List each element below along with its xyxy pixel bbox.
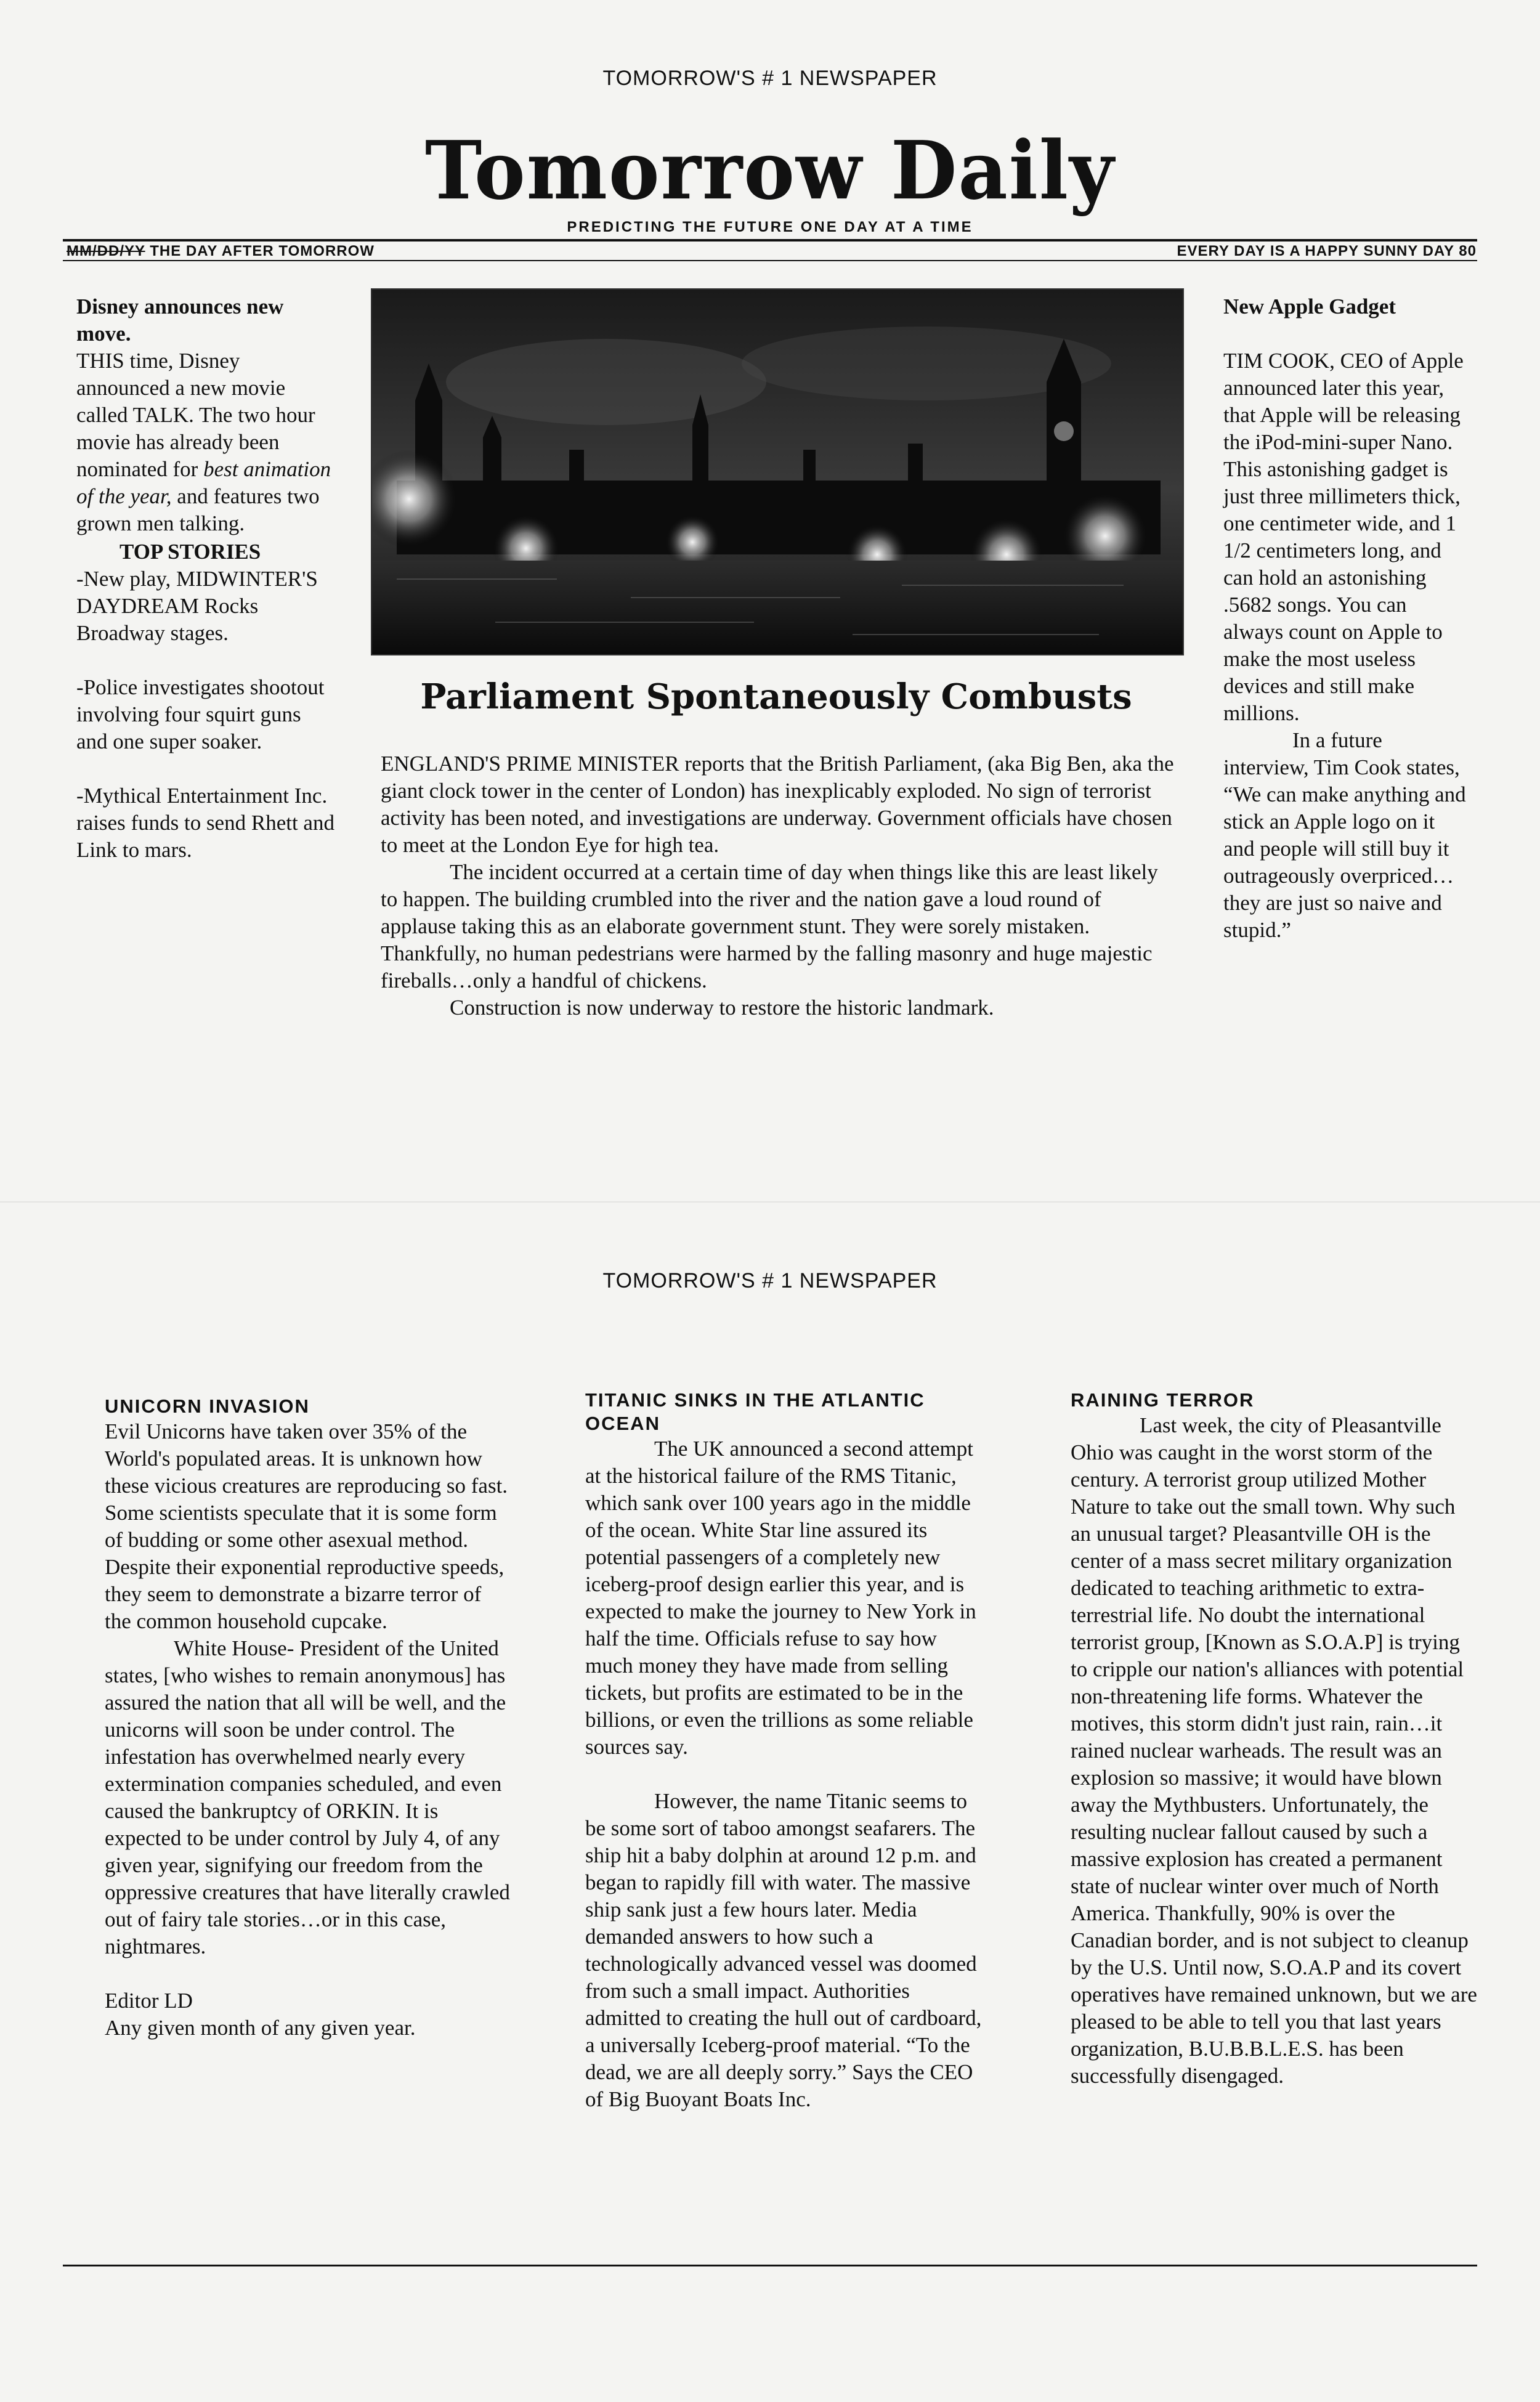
article-paragraph: ENGLAND'S PRIME MINISTER reports that the British Parliament, (aka Big Ben, aka the giant clock tower in the center of London) has inexplicably exploded. No sign of terrorist activity has been noted, and investigations are underway. Government officials have chosen to meet at the London Eye for high tea. (381, 752, 1174, 857)
editor-date: Any given month of any given year. (105, 2016, 416, 2040)
article-paragraph: Last week, the city of Pleasantville Ohio was caught in the worst storm of the century. A terrorist group utilized Mother Nature to take out the small town. Why such an unusual target? Pleasantville OH is the center of a mass secret military organization dedicated to teaching arithmetic to extra-terrestrial life. No doubt the international terrorist group, [Known as S.O.A.P] is trying to cripple our nation's alliances with potential non-threatening life forms. Whatever the motives, this storm didn't just rain, rain…it rained nuclear warheads. The result was an explosion so massive; it would have blown away the Mythbusters. Unfortunately, the resulting nuclear fallout caused by such a massive explosion has created a permanent state of nuclear winter over much of North America. Thankfully, 90% is over the Canadian border, and is not subject to cleanup by the U.S. Until now, S.O.A.P and its covert operatives have remained unknown, but we are pleased to be able to tell you that last years organization, B.U.B.B.L.E.S. has been successfully disengaged. (1071, 1413, 1477, 2088)
disney-body: THIS time, Disney announced a new movie called TALK. The two hour movie has already been nominated for best animation of the year, and features two grown men talking. (76, 349, 331, 535)
top-story-item: -Police investigates shootout involving four squirt guns and one super soaker. (76, 675, 325, 753)
top-story-item: -Mythical Entertainment Inc. raises funds to send Rhett and Link to mars. (76, 784, 334, 862)
dateline-rule (63, 260, 1477, 261)
right-column (1223, 293, 1467, 944)
bottom-rule (63, 2265, 1477, 2266)
dateline-left-text: THE DAY AFTER TOMORROW (150, 243, 375, 259)
article-paragraph: Evil Unicorns have taken over 35% of the World's populated areas. It is unknown how these vicious creatures are reproducing so fast. Some scientists speculate that it is some form of budding or some other asexual method. Despite their exponential reproductive speeds, they seem to demonstrate a bizarre terror of the common household cupcake. (105, 1419, 508, 1633)
raining-article (1071, 1389, 1477, 2090)
page-fold (0, 1201, 1540, 1203)
top-kicker: TOMORROW'S # 1 NEWSPAPER (602, 67, 938, 90)
article-paragraph: However, the name Titanic seems to be some sort of taboo amongst seafarers. The ship hit a baby dolphin at around 12 p.m. and began to rapidly fill with water. The massive ship sank just a few hours later. Media demanded answers to how such a technologically advanced vessel was doomed from such a small impact. Authorities admitted to creating the hull out of cardboard, a universally Iceberg-proof material. “To the dead, we are all deeply sorry.” Says the CEO of Big Buoyant Boats Inc. (585, 1789, 982, 2111)
dateline-right: EVERY DAY IS A HAPPY SUNNY DAY 80 (1177, 243, 1477, 259)
unicorn-article (105, 1395, 511, 2042)
top-stories-title: TOP STORIES (120, 540, 261, 564)
parliament-explosion-illustration (372, 290, 1183, 654)
top-story-item: -New play, MIDWINTER'S DAYDREAM Rocks Broadway stages. (76, 567, 318, 645)
dateline-struck-date: MM/DD/YY (67, 243, 145, 259)
unicorn-title: UNICORN INVASION (105, 1395, 310, 1417)
masthead-rule (63, 239, 1477, 241)
apple-paragraph: In a future interview, Tim Cook states, “We can make anything and stick an Apple logo on it and people will still buy it outrageously overpriced…they are just so naive and stupid.” (1223, 728, 1466, 942)
titanic-title: TITANIC SINKS IN THE ATLANTIC OCEAN (585, 1389, 925, 1434)
article-paragraph: The incident occurred at a certain time of day when things like this are least likely to happen. The building crumbled into the river and the nation gave a loud round of applause taking this as an elaborate government stunt. They were sorely mistaken. Thankfully, no human pedestrians were harmed by the falling masonry and huge majestic fireballs…only a handful of chickens. (381, 860, 1158, 992)
article-paragraph: The UK announced a second attempt at the historical failure of the RMS Titanic, which sank over 100 years ago in the middle of the ocean. White Star line assured its potential passengers of a completely new iceberg-proof design earlier this year, and is expected to make the journey to New York in half the time. Officials refuse to say how much money they have made from selling tickets, but profits are estimated to be in the billions, or even the trillions as some reliable sources say. (585, 1437, 976, 1759)
apple-paragraph: TIM COOK, CEO of Apple announced later this year, that Apple will be releasing the iPod-mini-super Nano. This astonishing gadget is just three millimeters thick, one centimeter wide, and 1 1/2 centimeters long, and can hold an astonishing .5682 songs. You can always count on Apple to make the most useless devices and still make millions. (1223, 349, 1464, 725)
bottom-kicker: TOMORROW'S # 1 NEWSPAPER (602, 1269, 938, 1292)
apple-title: New Apple Gadget (1223, 294, 1396, 319)
left-column (76, 293, 335, 864)
titanic-article (585, 1389, 989, 2113)
parliament-headline: Parliament Spontaneously Combusts (420, 676, 1132, 717)
parliament-article (381, 750, 1175, 1021)
editor-signature: Editor LD (105, 1989, 193, 2013)
masthead-title: Tomorrow Daily (424, 124, 1116, 218)
disney-title: Disney announces new move. (76, 294, 284, 346)
dateline-left (67, 243, 375, 260)
masthead-tagline: PREDICTING THE FUTURE ONE DAY AT A TIME (567, 219, 973, 235)
article-paragraph: White House- President of the United states, [who wishes to remain anonymous] has assured the nation that all will be well, and the unicorns will soon be under control. The infestation has overwhelmed nearly every extermination companies scheduled, and even caused the bankruptcy of ORKIN. It is expected to be under control by July 4, of any given year, signifying our freedom from the oppressive creatures that have literally crawled out of fairy tale stories…or in this case, nightmares. (105, 1636, 510, 1958)
raining-title: RAINING TERROR (1071, 1389, 1255, 1411)
article-paragraph: Construction is now underway to restore the historic landmark. (450, 996, 994, 1020)
parliament-photo (371, 288, 1184, 655)
